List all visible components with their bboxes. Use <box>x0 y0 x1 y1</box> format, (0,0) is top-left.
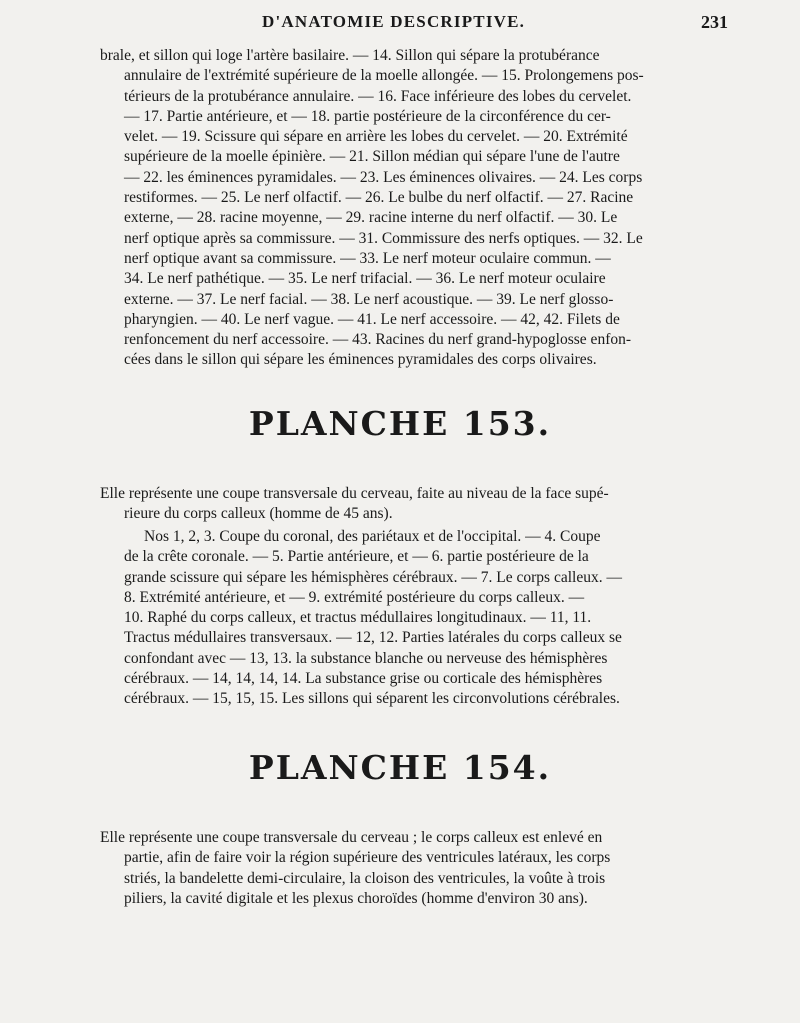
plate-153-title: PLANCHE 153. <box>248 404 552 443</box>
plate-153-legend <box>100 527 710 710</box>
text-line: piliers, la cavité digitale et les plexus choroïdes (homme d'environ 30 ans). <box>124 889 588 907</box>
text-line: de la crête coronale. — 5. Partie antérieure, et — 6. partie postérieure de la <box>124 548 589 566</box>
text-line: annulaire de l'extrémité supérieure de la moelle allongée. — 15. Prolongemens pos- <box>124 67 644 85</box>
text-line: 34. Le nerf pathétique. — 35. Le nerf trifacial. — 36. Le nerf moteur oculaire <box>124 270 606 288</box>
text-line: nerf optique après sa commissure. — 31. Commissure des nerfs optiques. — 32. Le <box>124 229 643 247</box>
text-line: renfoncement du nerf accessoire. — 43. Racines du nerf grand-hypoglosse enfon- <box>124 331 632 349</box>
page-number: 231 <box>701 12 728 32</box>
text-line: partie, afin de faire voir la région supérieure des ventricules latéraux, les corps <box>124 849 611 867</box>
text-line: — 22. les éminences pyramidales. — 23. Les éminences olivaires. — 24. Les corps <box>124 168 643 186</box>
running-head: D'ANATOMIE DESCRIPTIVE. <box>262 12 526 31</box>
text-line: térieurs de la protubérance annulaire. — 16. Face inférieure des lobes du cervelet. <box>124 87 632 105</box>
text-line: grande scissure qui sépare les hémisphères cérébraux. — 7. Le corps calleux. — <box>124 568 622 586</box>
text-line: cérébraux. — 15, 15, 15. Les sillons qui séparent les circonvolutions cérébrales. <box>124 690 620 708</box>
text-line: Elle représente une coupe transversale du cerveau, faite au niveau de la face supé- <box>100 485 609 502</box>
text-line: rieure du corps calleux (homme de 45 ans). <box>124 505 393 523</box>
plate-154-title: PLANCHE 154. <box>248 748 552 787</box>
text-line: Tractus médullaires transversaux. — 12, 12. Parties latérales du corps calleux se <box>124 629 622 647</box>
text-line: externe, — 28. racine moyenne, — 29. racine interne du nerf olfactif. — 30. Le <box>124 209 618 227</box>
plate-153-intro <box>100 484 710 525</box>
text-line: Nos 1, 2, 3. Coupe du coronal, des pariétaux et de l'occipital. — 4. Coupe <box>144 528 601 545</box>
text-line: striés, la bandelette demi-circulaire, la cloison des ventricules, la voûte à trois <box>124 869 606 887</box>
plate-154-intro <box>100 828 710 909</box>
text-line: velet. — 19. Scissure qui sépare en arrière les lobes du cervelet. — 20. Extrémité <box>124 128 628 146</box>
text-line: nerf optique avant sa commissure. — 33. Le nerf moteur oculaire commun. — <box>124 249 611 267</box>
text-line: cées dans le sillon qui sépare les éminences pyramidales des corps olivaires. <box>124 351 597 369</box>
text-line: 8. Extrémité antérieure, et — 9. extrémité postérieure du corps calleux. — <box>124 588 585 606</box>
text-line: restiformes. — 25. Le nerf olfactif. — 26. Le bulbe du nerf olfactif. — 27. Racine <box>124 189 634 207</box>
page-header <box>100 10 770 36</box>
text-line: Elle représente une coupe transversale du cerveau ; le corps calleux est enlevé en <box>100 829 603 846</box>
text-line: brale, et sillon qui loge l'artère basilaire. — 14. Sillon qui sépare la protubérance <box>100 47 600 64</box>
text-line: — 17. Partie antérieure, et — 18. partie postérieure de la circonférence du cer- <box>124 107 611 125</box>
text-line: supérieure de la moelle épinière. — 21. Sillon médian qui sépare l'une de l'autre <box>124 148 620 166</box>
text-line: cérébraux. — 14, 14, 14, 14. La substance grise ou corticale des hémisphères <box>124 670 603 688</box>
top-text <box>100 46 710 371</box>
text-line: pharyngien. — 40. Le nerf vague. — 41. Le nerf accessoire. — 42, 42. Filets de <box>124 310 620 328</box>
text-line: externe. — 37. Le nerf facial. — 38. Le nerf acoustique. — 39. Le nerf glosso- <box>124 290 614 308</box>
text-line: 10. Raphé du corps calleux, et tractus médullaires longitudinaux. — 11, 11. <box>124 609 592 627</box>
text-line: confondant avec — 13, 13. la substance blanche ou nerveuse des hémisphères <box>124 649 608 667</box>
